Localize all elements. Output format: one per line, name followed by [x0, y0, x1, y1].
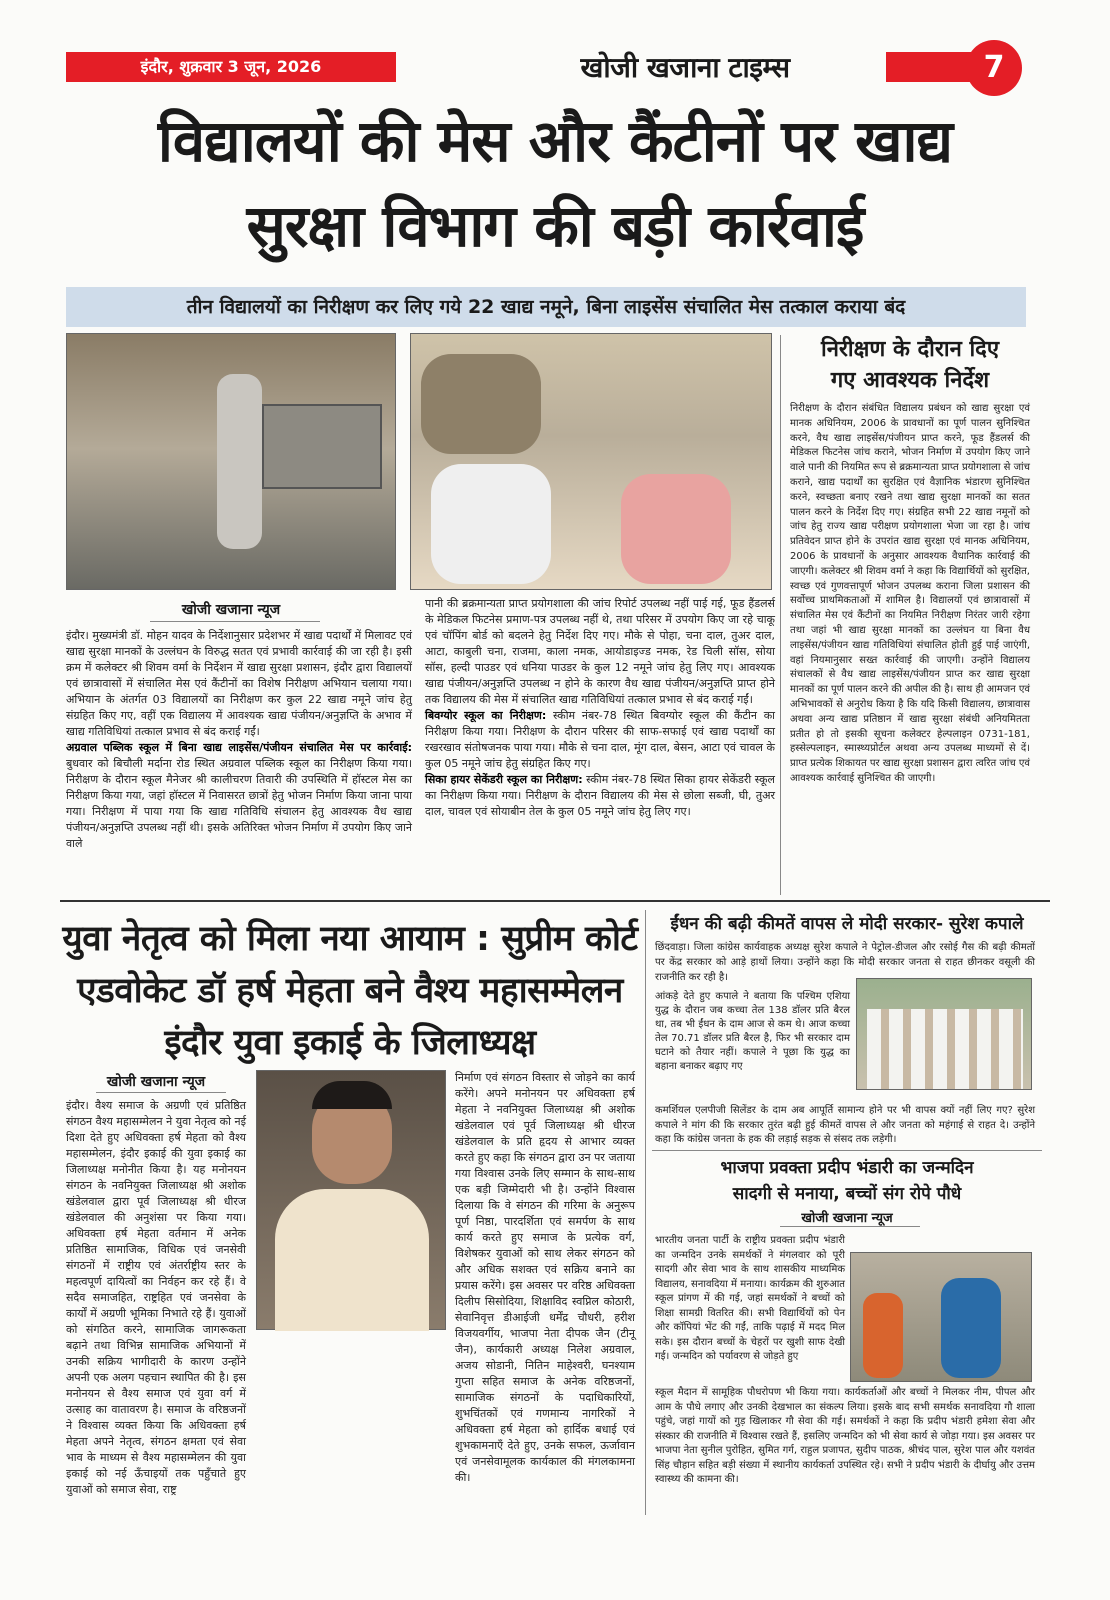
side-heading-line2: गए आवश्यक निर्देश [830, 368, 990, 393]
bottom-column-divider [645, 910, 646, 1515]
official-figure-3 [621, 474, 731, 584]
bjp-headline-line1: भाजपा प्रवक्ता प्रदीप भंडारी का जन्मदिन [720, 1158, 974, 1178]
kitchen-inspection-photo [66, 333, 396, 590]
main-col2-p1: पानी की ब्रक्रमान्यता प्राप्त प्रयोगशाला की जांच रिपोर्ट उपलब्ध नहीं पाई गई, फूड हैंडलर्स के मेडिकल फिटनेस प्रमाण-पत्र उपलब्ध नहीं थे, तथा परिसर में उपयोग किए जा रहे चाकू एवं चॉपिंग बोर्ड को बदलने हेतु निर्देश दिए गए। मौके से पोहा, चना दाल, तुअर दाल, आटा, काबुली चना, राजमा, काला नमक, आयोडाइज्ड नमक, रेड चिली सॉस, सोया सॉस, हल्दी पाउडर एवं धनिया पाउडर के कुल 12 नमूने जांच हेतु लिए गए। आवश्यक खाद्य पंजीयन/अनुज्ञप्ति उपलब्ध न होने के कारण वैध खाद्य पंजीयन/अनुज्ञप्ति प्राप्त होने तक विद्यालय की मेस में संचालित खाद्य गतिविधियां तत्काल प्रभाव से बंद कराई गईं। [425, 597, 775, 706]
child-figure [863, 1293, 903, 1378]
youth-byline: खोजी खजाना न्यूज [106, 1074, 206, 1090]
masthead-date: इंदौर, शुक्रवार 3 जून, 2026 [66, 52, 396, 82]
youth-col2: निर्माण एवं संगठन विस्तार से जोड़ने का कार्य करेंगे। अपने मनोनयन पर अधिवक्ता हर्ष मेहता ने नवनियुक्त जिलाध्यक्ष श्री अशोक खंडेलवाल एवं पूर्व जिलाध्यक्ष श्री धीरज खंडेलवाल के प्रति हृदय से आभार व्यक्त करते हुए कहा कि संगठन द्वारा उन पर जताया गया विश्वास उनके लिए सम्मान के साथ-साथ एक बड़ी जिम्मेदारी भी है। उन्होंने विश्वास दिलाया कि वे संगठन की गरिमा के अनुरूप पूर्ण निष्ठा, पारदर्शिता एवं समर्पण के साथ कार्य करते हुए समाज के प्रत्येक वर्ग, विशेषकर युवाओं को साथ लेकर संगठन को और अधिक सशक्त एवं सक्रिय बनाने का प्रयास करेंगे। इस अवसर पर वरिष्ठ अधिवक्ता दिलीप सिसोदिया, शिक्षाविद स्वप्निल कोठारी, सेवानिवृत्त डीआईजी धर्मेंद्र चौधरी, हरीश विजयवर्गीय, भाजपा नेता दीपक जैन (टीनू जैन), कार्यकारी अध्यक्ष निलेश अग्रवाल, अजय सोडानी, नितिन माहेश्वरी, घनश्याम गुप्ता सहित समाज के अनेक वरिष्ठजनों, सामाजिक संगठनों के पदाधिकारियों, शुभचिंतकों एवं गणमान्य नागरिकों ने अधिवक्ता हर्ष मेहता को हार्दिक बधाई एवं शुभकामनाएँ देते हुए, उनके सफल, ऊर्जावान एवं जनसेवामूलक कार्यकाल की मंगलकामना की। [455, 1071, 635, 1484]
officials-sampling-photo [410, 333, 772, 590]
supporter-figure [941, 1278, 1001, 1378]
section-divider [60, 900, 1050, 902]
main-col2-p3-head: सिका हायर सेकेंडरी स्कूल का निरीक्षण: [425, 773, 583, 786]
main-col2 [425, 596, 775, 890]
inspector-figure [217, 374, 262, 549]
paper-name: खोजी खजाना टाइम्स [580, 51, 790, 84]
protest-group [867, 1009, 1023, 1089]
kitchen-equipment [262, 404, 382, 489]
youth-headline-line2: एडवोकेट डॉ हर्ष मेहता बने वैश्य महासम्मेलन [77, 971, 623, 1011]
bjp-body-top: भारतीय जनता पार्टी के राष्ट्रीय प्रवक्ता प्रदीप भंडारी का जन्मदिन उनके समर्थकों ने मंगलवार को पूरी सादगी और सेवा भाव के साथ शासकीय माध्यमिक विद्यालय, सनावदिया में मनाया। कार्यक्रम की शुरुआत स्कूल प्रांगण में की गई, जहां समर्थकों ने बच्चों को शिक्षा सामग्री वितरित की। सभी विद्यार्थियों को पेन और कॉपियां भेंट की गईं, ताकि पढ़ाई में मदद मिल सके। इस दौरान बच्चों के चेहरों पर खुशी साफ देखी गई। जन्मदिन को पर्यावरण से जोड़ते हुए [655, 1235, 845, 1362]
side-heading-line1: निरीक्षण के दौरान दिए [821, 337, 999, 362]
congress-protest-photo [856, 978, 1032, 1090]
fuel-body-bottom: कमर्शियल एलपीजी सिलेंडर के दाम अब आपूर्ति सामान्य होने पर भी वापस क्यों नहीं लिए गए? सुरेश कपाले ने मांग की कि सरकार तुरंत बढ़ी हुई कीमतें वापस ले और जनता को महंगाई से राहत दे। उन्होंने कहा कि कांग्रेस जनता के हक की लड़ाई सड़क से संसद तक लड़ेगी। [655, 1105, 1035, 1145]
tree-planting-photo [850, 1252, 1032, 1382]
main-col2-p3: स्कीम नंबर-78 स्थित सिका हायर सेकेंडरी स्कूल का निरीक्षण किया गया। निरीक्षण के दौरान विद्यालय की मेस से छोला सब्जी, घी, तुअर दाल, चावल एवं सोयाबीन तेल के कुल 05 नमूने जांच हेतु लिए गए। [425, 773, 775, 818]
byline-rule [150, 621, 320, 622]
side-story-body: निरीक्षण के दौरान संबंधित विद्यालय प्रबंधन को खाद्य सुरक्षा एवं मानक अधिनियम, 2006 के प्रावधानों का पूर्ण पालन सुनिश्चित करने, वैध खाद्य लाइसेंस/पंजीयन प्राप्त करने, फूड हैंडलर्स की मेडिकल फिटनेस जांच कराने, भोजन निर्माण में उपयोग किए जाने वाले पानी की नियमित रूप से ब्रक्रमान्यता प्राप्त प्रयोगशाला से जांच कराने, खाद्य पदार्थों का सुरक्षित एवं वैज्ञानिक भंडारण सुनिश्चित करने, स्वच्छता बनाए रखने तथा खाद्य सुरक्षा मानकों का सतत पालन करने के निर्देश दिए गए। संग्रहित सभी 22 खाद्य नमूनों को जांच हेतु राज्य खाद्य परीक्षण प्रयोगशाला भेजा जा रहा है। जांच प्रतिवेदन प्राप्त होने के उपरांत खाद्य सुरक्षा एवं मानक अधिनियम, 2006 के प्रावधानों के अनुसार आवश्यक वैधानिक कार्रवाई की जाएगी। कलेक्टर श्री शिवम वर्मा ने कहा कि विद्यार्थियों को सुरक्षित, स्वच्छ एवं गुणवत्तापूर्ण भोजन उपलब्ध कराना जिला प्रशासन की सर्वोच्च प्राथमिकताओं में शामिल है। विद्यालयों एवं छात्रावासों में संचालित मेस एवं कैंटीनों का नियमित निरीक्षण निरंतर जारी रहेगा तथा जहां भी खाद्य सुरक्षा मानकों का उल्लंघन या बिना वैध लाइसेंस/पंजीयन खाद्य गतिविधियां संचालित होती हुई पाई जाएंगी, वहां नियमानुसार सख्त कार्रवाई की जाएगी। उन्होंने विद्यालय संचालकों से वैध खाद्य लाइसेंस/पंजीयन प्राप्त कर खाद्य सुरक्षा मानकों का पूर्ण पालन करने की अपील की है। साथ ही आमजन एवं अभिभावकों से अनुरोध किया है कि यदि किसी विद्यालय, छात्रावास अथवा अन्य खाद्य प्रतिष्ठान में खाद्य सुरक्षा संबंधी अनियमितता प्रतीत हो तो इसकी सूचना कलेक्टर हेल्पलाइन 0731-181, हस्सेल्पलाइन, स्मास्थ्यप्रोर्टल अथवा अन्य उपलब्ध माध्यमों से दें। प्राप्त प्रत्येक शिकायत पर खाद्य सुरक्षा प्रशासन द्वारा त्वरित जांच एवं आवश्यक कार्रवाई सुनिश्चित की जाएगी। [790, 403, 1030, 784]
bjp-headline-line2: सादगी से मनाया, बच्चों संग रोपे पौधे [732, 1184, 962, 1204]
portrait-hair [312, 1081, 392, 1109]
fuel-body-top: छिंदवाड़ा। जिला कांग्रेस कार्यवाहक अध्यक्ष सुरेश कपाले ने पेट्रोल-डीजल और रसोई गैस की बढ़ी कीमतों पर केंद्र सरकार को आड़े हाथों लिया। उन्होंने कहा कि मोदी सरकार जनता से राहत छीनकर वसूली की राजनीति कर रही है। [655, 942, 1035, 983]
main-col2-p2: स्कीम नंबर-78 स्थित बिवग्योर स्कूल की कैंटीन का निरीक्षण किया गया। निरीक्षण के दौरान परिसर की साफ-सफाई एवं खाद्य पदार्थों का रखरखाव संतोषजनक पाया गया। मौके से चना दाल, मूंग दाल, बेसन, आटा एवं चावल के कुल 05 नमूने जांच हेतु संग्रहित किए गए। [425, 709, 775, 770]
fuel-headline: ईंधन की बढ़ी कीमतें वापस ले मोदी सरकार- सुरेश कपाले [670, 914, 1024, 934]
bjp-byline: खोजी खजाना न्यूज [801, 1211, 893, 1226]
main-subheadline: तीन विद्यालयों का निरीक्षण कर लिए गये 22 खाद्य नमूने, बिना लाइसेंस संचालित मेस तत्काल कराया बंद [66, 287, 1026, 327]
youth-col1-continued [66, 1340, 446, 1515]
bjp-body-bottom: स्कूल मैदान में सामूहिक पौधरोपण भी किया गया। कार्यकर्ताओं और बच्चों ने मिलकर नीम, पीपल और आम के पौधे लगाए और उनकी देखभाल का संकल्प लिया। इसके बाद सभी समर्थक सनावदिया गौ शाला पहुंचे, जहां गायों को गुड़ खिलाकर गौ सेवा की गई। समर्थकों ने कहा कि प्रदीप भंडारी हमेशा सेवा और संस्कार की राजनीति में विश्वास रखते हैं, इसलिए जन्मदिन को भी सेवा कार्य से जोड़ा गया। इस अवसर पर भाजपा नेता सुनील पुरोहित, सुमित गर्ग, राहुल प्रजापत, सुदीप पाठक, श्रीचंद पाल, सुरेश पाल और यशवंत सिंह चौहान सहित बड़ी संख्या में स्थानीय कार्यकर्ता उपस्थित रहे। सभी ने प्रदीप भंडारी के दीर्घायु और उत्तम स्वास्थ्य की कामना की। [655, 1387, 1035, 1485]
official-figure-1 [421, 354, 541, 454]
portrait-kurta [275, 1189, 429, 1331]
youth-headline-line1: युवा नेतृत्व को मिला नया आयाम : सुप्रीम कोर्ट [62, 919, 638, 959]
main-byline: खोजी खजाना न्यूज [181, 602, 281, 618]
official-figure-2 [431, 464, 551, 584]
bjp-byline-rule [780, 1226, 920, 1227]
youth-col1: इंदौर। वैश्य समाज के अग्रणी एवं प्रतिष्ठित संगठन वैश्य महासम्मेलन ने युवा नेतृत्व को नई दिशा देते हुए अधिवक्ता हर्ष मेहता को वैश्य महासम्मेलन, इंदौर इकाई की युवा इकाई का जिलाध्यक्ष मनोनीत किया है। यह मनोनयन संगठन के नवनियुक्त जिलाध्यक्ष श्री अशोक खंडेलवाल द्वारा पूर्व जिलाध्यक्ष श्री धीरज खंडेलवाल की अनुशंसा पर किया गया। अधिवक्ता हर्ष मेहता वर्तमान में अनेक प्रतिष्ठित सामाजिक, विधिक एवं जनसेवी संगठनों में राष्ट्रीय एवं अंतर्राष्ट्रीय स्तर के महत्वपूर्ण दायित्वों का निर्वहन कर रहे हैं। वे सदैव समाजहित, राष्ट्रहित एवं जनसेवा के कार्यों में अग्रणी भूमिका निभाते रहे हैं। युवाओं को संगठित करने, सामाजिक जागरूकता बढ़ाने तथा विभिन्न सामाजिक अभियानों में उनकी सक्रिय भागीदारी के कारण उन्होंने अपनी एक अलग पहचान स्थापित की है। इस मनोनयन से वैश्य समाज एवं युवा वर्ग में उत्साह का वातावरण है। समाज के वरिष्ठजनों ने विश्वास व्यक्त किया कि अधिवक्ता हर्ष मेहता अपने नेतृत्व, संगठन क्षमता एवं सेवा भाव के माध्यम से वैश्य महासम्मेलन की युवा इकाई को नई ऊँचाइयों तक पहुँचाते हुए युवाओं को समाज सेवा, राष्ट्र [66, 1099, 246, 1496]
page-number: 7 [966, 40, 1022, 96]
youth-headline-line3: इंदौर युवा इकाई के जिलाध्यक्ष [164, 1023, 536, 1063]
fuel-body-left: आंकड़े देते हुए कपाले ने बताया कि पश्चिम एशिया युद्ध के दौरान जब कच्चा तेल 138 डॉलर प्रति बैरल था, तब भी ईंधन के दाम आज से कम थे। आज कच्चा तेल 70.71 डॉलर प्रति बैरल है, फिर भी सरकार दाम घटाने को तैयार नहीं। कपाले ने पूछा कि युद्ध का बहाना बनाकर बढ़ाए गए [655, 991, 850, 1072]
harsh-mehta-portrait [256, 1070, 446, 1330]
main-col1-p2-head: अग्रवाल पब्लिक स्कूल में बिना खाद्य लाइसेंस/पंजीयन संचालित मेस पर कार्रवाई: [66, 741, 412, 754]
masthead-page-bar [886, 52, 974, 82]
main-col1-p2: बुधवार को बिचौली मर्दाना रोड स्थित अग्रवाल पब्लिक स्कूल का निरीक्षण किया गया। निरीक्षण के दौरान स्कूल मैनेजर श्री कालीचरण तिवारी की उपस्थिति में हॉस्टल मेस का निरीक्षण किया गया, जहां हॉस्टल में निवासरत छात्रों हेतु भोजन निर्माण किया जाना पाया गया। निरीक्षण में पाया गया कि खाद्य गतिविधि संचालन हेतु आवश्यक वैध खाद्य पंजीयन/अनुज्ञप्ति उपलब्ध नहीं थी। इसके अतिरिक्त भोजन निर्माण में उपयोग किए जाने वाले [66, 757, 412, 850]
main-col1-p1: इंदौर। मुख्यमंत्री डॉ. मोहन यादव के निर्देशानुसार प्रदेशभर में खाद्य पदार्थों में मिलावट एवं खाद्य सुरक्षा मानकों के उल्लंघन के विरुद्ध सतत एवं प्रभावी कार्रवाई की जा रही है। इसी क्रम में कलेक्टर श्री शिवम वर्मा के निर्देशन में खाद्य सुरक्षा प्रशासन, इंदौर द्वारा विद्यालयों एवं छात्रावासों में संचालित मेस एवं कैंटीनों का विशेष निरीक्षण अभियान चलाया गया। अभियान के अंतर्गत 03 विद्यालयों का निरीक्षण कर कुल 22 खाद्य नमूने जांच हेतु संग्रहित किए गए, वहीं एक विद्यालय में आवश्यक खाद्य पंजीयन/अनुज्ञप्ति के अभाव में खाद्य गतिविधियां तत्काल प्रभाव से बंद कराई गईं। [66, 629, 412, 738]
youth-col2-continued [455, 1424, 635, 1516]
youth-byline-rule [96, 1092, 226, 1093]
fuel-rule [652, 1150, 1042, 1151]
main-headline-line1: विद्यालयों की मेस और कैंटीनों पर खाद्य [157, 107, 953, 175]
column-divider [780, 335, 781, 895]
main-headline-line2: सुरक्षा विभाग की बड़ी कार्रवाई [246, 192, 864, 260]
main-col1 [66, 628, 412, 890]
main-col2-p2-head: बिवग्योर स्कूल का निरीक्षण: [425, 709, 547, 722]
